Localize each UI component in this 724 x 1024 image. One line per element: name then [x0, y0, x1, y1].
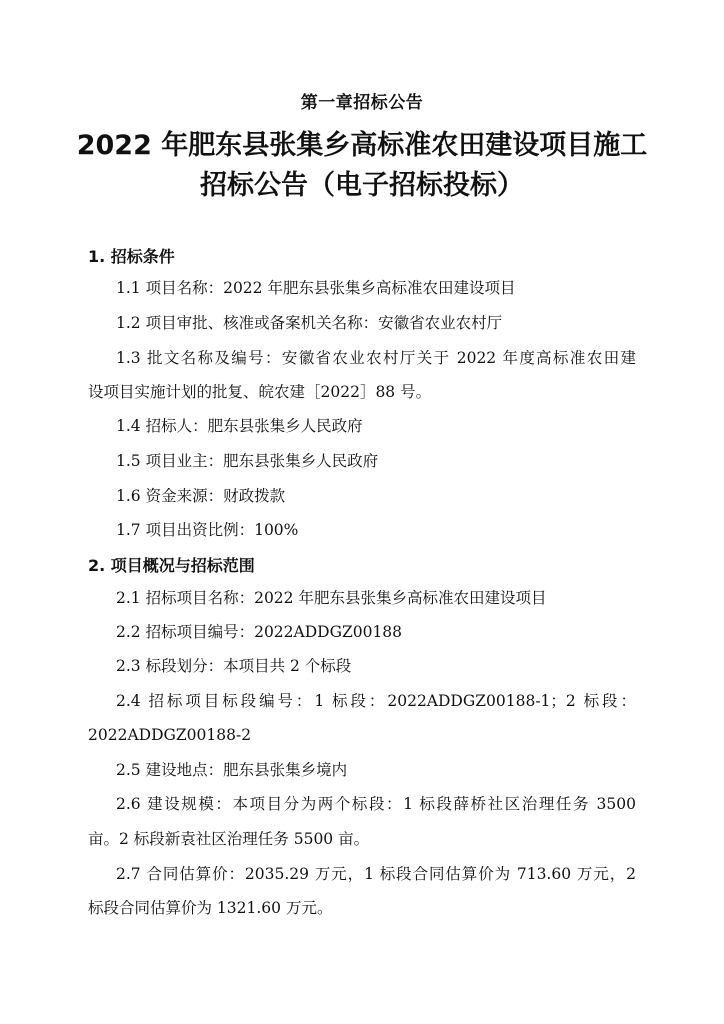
item-2-4: 2.4 招标项目标段编号：1 标段：2022ADDGZ00188-1；2 标段：: [116, 692, 636, 710]
item-2-5: 2.5 建设地点：肥东县张集乡境内: [116, 761, 348, 779]
item-1-3: 1.3 批文名称及编号：安徽省农业农村厅关于 2022 年度高标准农田建: [116, 349, 636, 367]
item-1-5: 1.5 项目业主：肥东县张集乡人民政府: [116, 452, 379, 470]
item-1-6: 1.6 资金来源：财政拨款: [116, 487, 286, 505]
title-line-2: 招标公告（电子招标投标）: [200, 170, 524, 201]
item-1-2: 1.2 项目审批、核准或备案机关名称：安徽省农业农村厅: [116, 314, 503, 332]
item-1-3-cont: 设项目实施计划的批复、皖农建［2022］88 号。: [88, 383, 432, 401]
item-2-6: 2.6 建设规模：本项目分为两个标段：1 标段薛桥社区治理任务 3500: [116, 795, 636, 813]
section-heading-2: 2. 项目概况与招标范围: [88, 556, 255, 575]
item-2-6-cont: 亩。2 标段新袁社区治理任务 5500 亩。: [88, 830, 370, 848]
item-1-1: 1.1 项目名称：2022 年肥东县张集乡高标准农田建设项目: [116, 279, 516, 297]
chapter-heading: 第一章招标公告: [300, 93, 424, 113]
item-1-4: 1.4 招标人：肥东县张集乡人民政府: [116, 417, 363, 435]
item-2-2: 2.2 招标项目编号：2022ADDGZ00188: [116, 623, 403, 641]
item-2-7: 2.7 合同估算价：2035.29 万元，1 标段合同估算价为 713.60 万元，2: [116, 865, 636, 883]
document-title: [60, 126, 664, 206]
item-2-7-cont: 标段合同估算价为 1321.60 万元。: [88, 899, 333, 917]
item-2-4-cont: 2022ADDGZ00188-2: [88, 726, 252, 744]
item-1-7: 1.7 项目出资比例：100%: [116, 521, 299, 539]
item-2-1: 2.1 招标项目名称：2022 年肥东县张集乡高标准农田建设项目: [116, 589, 547, 607]
title-line-1: 2022 年肥东县张集乡高标准农田建设项目施工: [76, 130, 648, 161]
section-heading-1: 1. 招标条件: [88, 247, 175, 266]
item-2-3: 2.3 标段划分：本项目共 2 个标段: [116, 657, 352, 675]
